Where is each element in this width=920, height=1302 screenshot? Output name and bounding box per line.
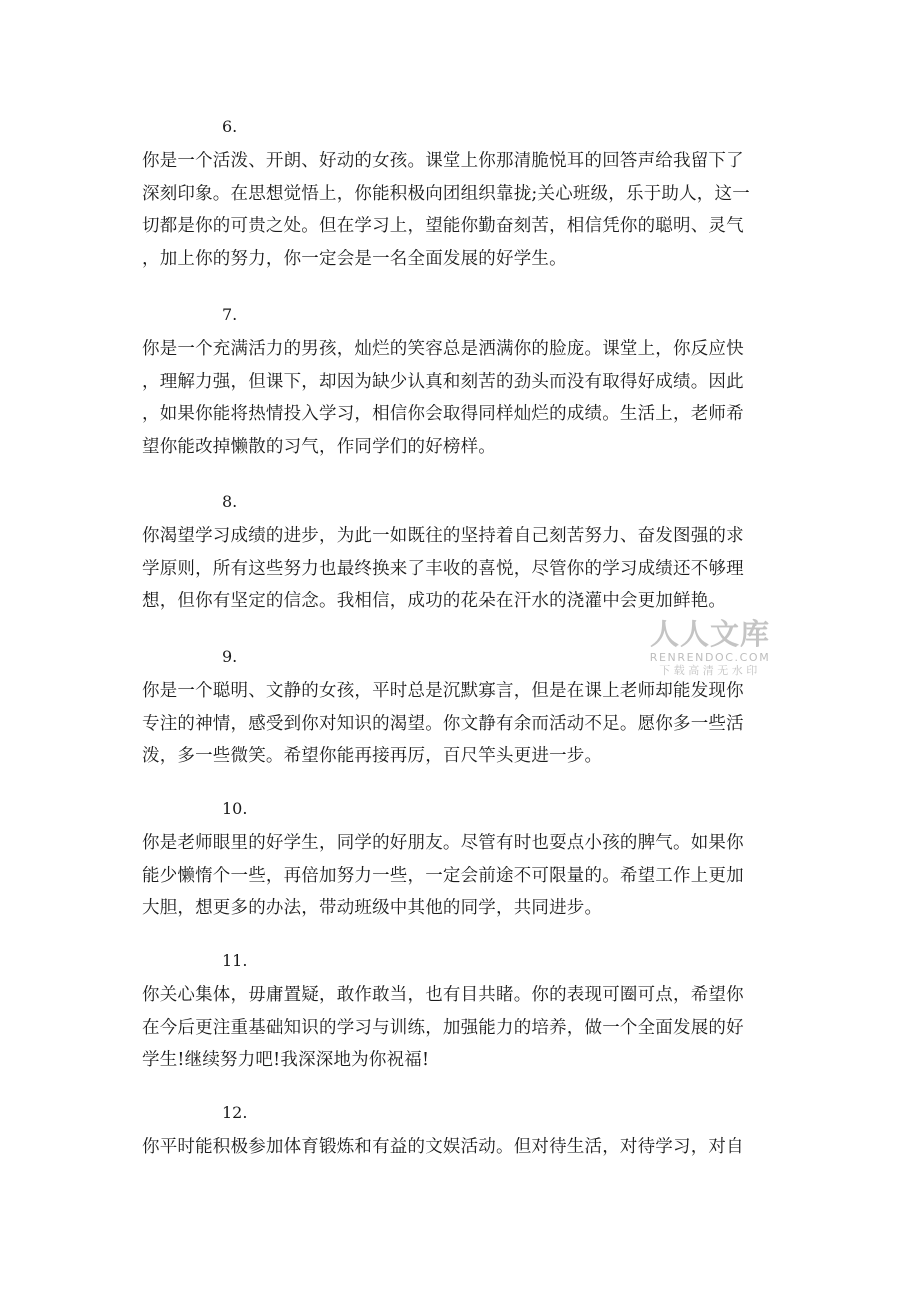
watermark-title: 人人文库 — [649, 617, 770, 651]
entry-body — [142, 145, 782, 275]
entry-body — [142, 520, 782, 618]
entry-line: 在今后更注重基础知识的学习与训练，加强能力的培养，做一个全面发展的好 — [142, 1017, 744, 1038]
entry-line: ，如果你能将热情投入学习，相信你会取得同样灿烂的成绩。生活上，老师希 — [142, 404, 744, 424]
entry-line: ，加上你的努力，你一定会是一名全面发展的好学生。 — [142, 248, 567, 269]
entry-line: 学原则，所有这些努力也最终换来了丰收的喜悦，尽管你的学习成绩还不够理 — [142, 558, 744, 579]
entry-number: 7. — [222, 305, 238, 324]
entry-body — [142, 979, 782, 1077]
comment-entry-11 — [142, 951, 782, 1077]
comment-entry-12 — [142, 1103, 782, 1164]
entry-number: 11. — [222, 951, 248, 970]
comment-entry-6 — [142, 117, 782, 275]
entry-number: 8. — [222, 492, 238, 511]
entry-number: 6. — [222, 117, 238, 136]
entry-line: 深刻印象。在思想觉悟上，你能积极向团组织靠拢;关心班级，乐于助人，这一 — [142, 183, 750, 204]
entry-line: 你是一个聪明、文静的女孩，平时总是沉默寡言，但是在课上老师却能发现你 — [142, 681, 744, 701]
entry-number: 9. — [222, 647, 238, 666]
entry-body — [142, 333, 782, 463]
comment-entry-9 — [142, 647, 782, 773]
entry-line: 你平时能积极参加体育锻炼和有益的文娱活动。但对待生活，对待学习，对自 — [142, 1137, 744, 1157]
comment-entry-10 — [142, 799, 782, 925]
entry-line: 你渴望学习成绩的进步，为此一如既往的坚持着自己刻苦努力、奋发图强的求 — [142, 526, 744, 546]
entry-line: 大胆，想更多的办法，带动班级中其他的同学，共同进步。 — [142, 898, 603, 918]
entry-line: 你关心集体，毋庸置疑，敢作敢当，也有目共睹。你的表现可圈可点，希望你 — [142, 985, 744, 1005]
entry-body — [142, 827, 782, 925]
entry-number: 10. — [222, 799, 248, 818]
entry-number: 12. — [222, 1103, 248, 1122]
entry-body — [142, 1131, 782, 1164]
comment-entry-7 — [142, 305, 782, 463]
comment-entry-8 — [142, 492, 782, 618]
entry-line: 切都是你的可贵之处。但在学习上，望能你勤奋刻苦，相信凭你的聪明、灵气 — [142, 216, 744, 236]
entry-line: ，理解力强，但课下，却因为缺少认真和刻苦的劲头而没有取得好成绩。因此 — [142, 371, 744, 392]
entry-body — [142, 675, 782, 773]
entry-line: 望你能改掉懒散的习气，作同学们的好榜样。 — [142, 436, 496, 457]
entry-line: 学生!继续努力吧!我深深地为你祝福! — [142, 1050, 430, 1070]
entry-line: 想，但你有坚定的信念。我相信，成功的花朵在汗水的浇灌中会更加鲜艳。 — [142, 591, 727, 611]
watermark-subtitle: 下载高清无水印 — [659, 664, 761, 677]
entry-line: 你是一个充满活力的男孩，灿烂的笑容总是洒满你的脸庞。课堂上，你反应快 — [142, 339, 744, 359]
entry-line: 专注的神情，感受到你对知识的渴望。你文静有余而活动不足。愿你多一些活 — [142, 713, 744, 734]
entry-line: 泼，多一些微笑。希望你能再接再厉，百尺竿头更进一步。 — [142, 746, 603, 766]
watermark-domain: RENRENDOC.COM — [649, 651, 771, 664]
entry-line: 你是一个活泼、开朗、好动的女孩。课堂上你那清脆悦耳的回答声给我留下了 — [142, 151, 744, 171]
entry-line: 能少懒惰个一些，再倍加努力一些，一定会前途不可限量的。希望工作上更加 — [142, 865, 744, 886]
entry-line: 你是老师眼里的好学生，同学的好朋友。尽管有时也耍点小孩的脾气。如果你 — [142, 833, 744, 853]
